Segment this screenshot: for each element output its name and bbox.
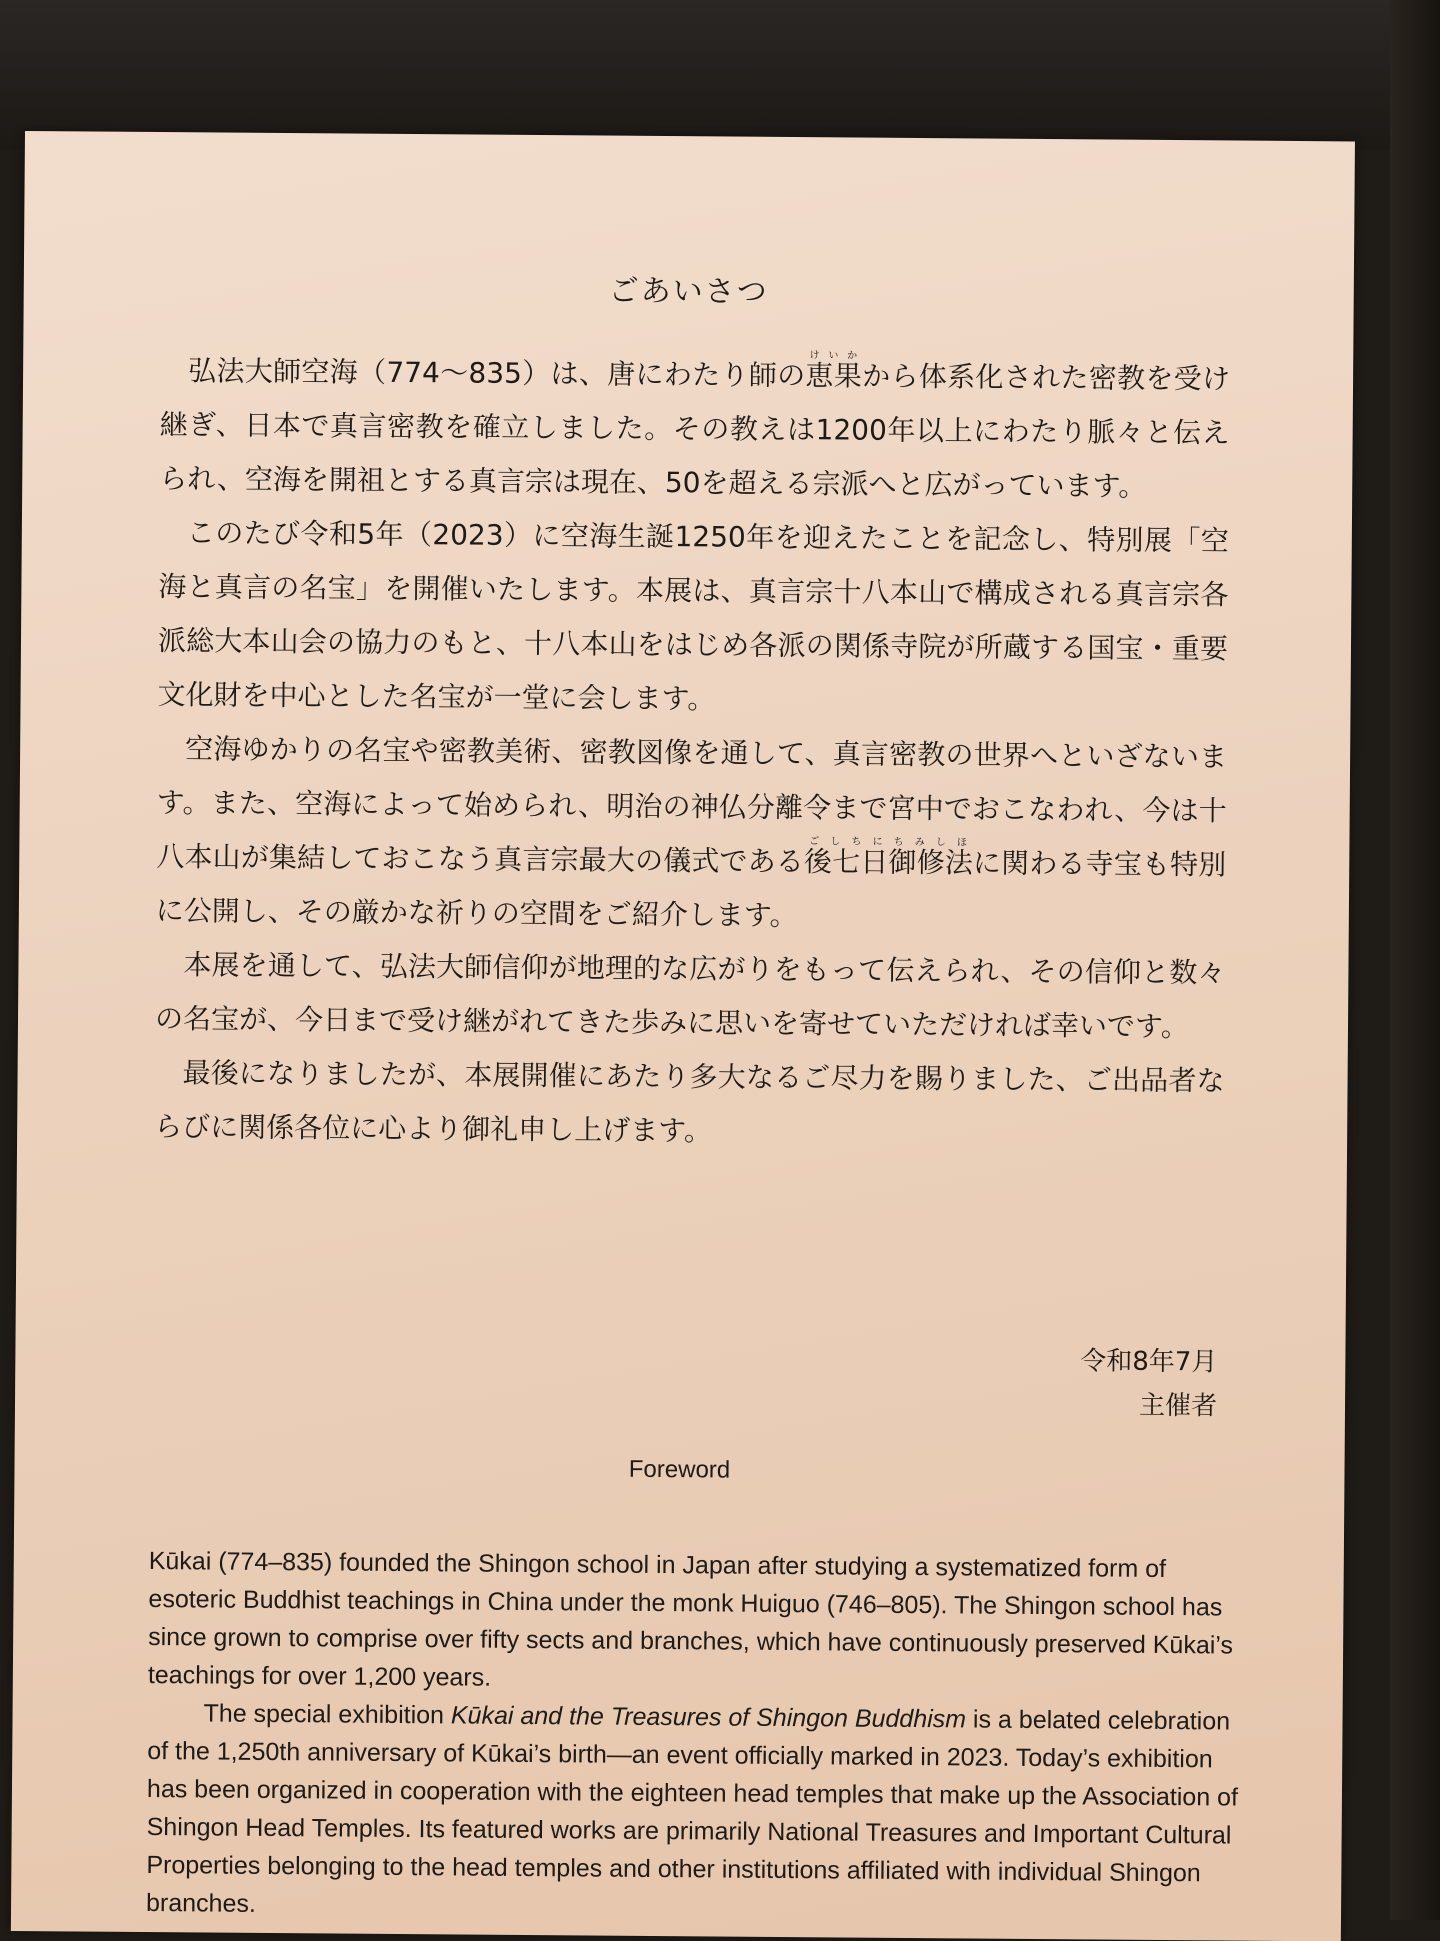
exhibition-foreword-panel	[11, 131, 1355, 1941]
jp-paragraph-3: 空海ゆかりの名宝や密教美術、密教図像を通して、真言密教の世界へといざないます。また、空海によって始められ、明治の神仏分離令まで宮中でおこなわれ、今は十八本山が集結しておこなう真言宗最大の儀式である後七日御修法ごしちにちみしほに関わる寺宝も特別に公開し、その厳かな祈りの空間をご紹介します。	[155, 732, 1228, 933]
english-title: Foreword	[628, 1455, 731, 1484]
jp-paragraph-5: 最後になりましたが、本展開催にあたり多大なるご尽力を賜りました、ご出品者ならびに関係各位に心より御礼申し上げます。	[154, 1056, 1225, 1148]
japanese-body	[154, 344, 1230, 1162]
jp-paragraph-4: 本展を通して、弘法大師信仰が地理的な広がりをもって伝えられ、その信仰と数々の名宝が、今日まで受け継がれてきた歩みに思いを寄せていただければ幸いです。	[154, 948, 1226, 1044]
signature-block	[1080, 1339, 1218, 1428]
wall-edge	[1390, 0, 1440, 1920]
exhibition-title: Kūkai and the Treasures of Shingon Buddhism	[450, 1701, 967, 1734]
japanese-title: ごあいさつ	[608, 273, 769, 310]
organizer-line: 主催者	[1138, 1390, 1218, 1422]
ruby-keika: 恵果けいか	[805, 350, 863, 393]
english-body	[146, 1542, 1244, 1931]
en-paragraph-2: The special exhibition Kūkai and the Treasures of Shingon Buddhism is a belated celebration of the 1,250th anniversary of Kūkai’s birth—an event officially marked in 2023. Today’s exhibition has been organized in cooperation with the eighteen head temples that make up the Association of Shingon Head Temples. Its featured works are primarily National Treasures and Important Cultural Properties belonging to the head temples and other institutions affiliated with individual Shingon branches.	[145, 1699, 1239, 1918]
wall-background	[0, 0, 1440, 150]
jp-paragraph-2: このたび令和5年（2023）に空海生誕1250年を迎えたことを記念し、特別展「空海と真言の名宝」を開催いたします。本展は、真言宗十八本山で構成される真言宗各派総大本山会の協力のもと、十八本山をはじめ各派の関係寺院が所蔵する国宝・重要文化財を中心とした名宝が一堂に会します。	[157, 516, 1229, 716]
date-line: 令和8年7月	[1080, 1346, 1218, 1378]
ruby-goshichinichi-mishiho: 後七日御修法ごしちにちみしほ	[803, 836, 974, 880]
jp-paragraph-1: 弘法大師空海（774〜835）は、唐にわたり師の恵果けいかから体系化された密教を受け継ぎ、日本で真言密教を確立しました。その教えは1200年以上にわたり脈々と伝えられ、空海を開祖とする真言宗は現在、50を超える宗派へと広がっています。	[159, 350, 1231, 503]
en-paragraph-1: Kūkai (774–835) founded the Shingon school in Japan after studying a systematized form of esoteric Buddhist teachings in China under the monk Huiguo (746–805). The Shingon school has since grown to comprise over fifty sects and branches, which have continuously preserved Kūkai’s teachings for over 1,200 years.	[147, 1547, 1234, 1692]
